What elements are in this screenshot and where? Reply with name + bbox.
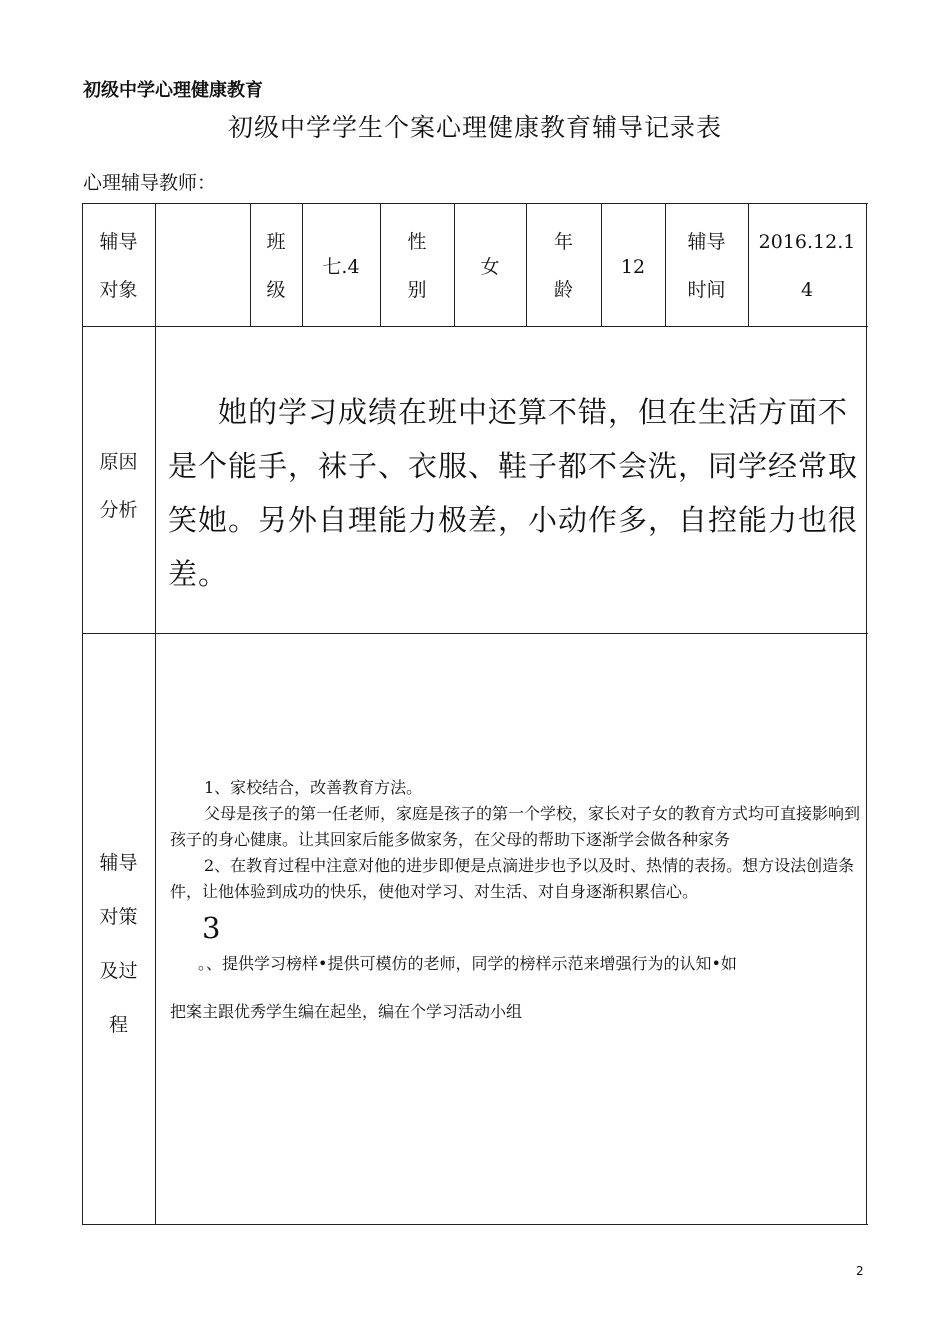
school-heading: 初级中学心理健康教育	[83, 80, 263, 101]
teacher-label: 心理辅导教师：	[83, 172, 217, 194]
reason-label: 原因 分析	[99, 451, 138, 521]
table-border-top	[82, 203, 868, 204]
class-value: 七.4	[322, 256, 360, 278]
process-paragraph: 父母是孩子的第一任老师，家庭是孩子的第一个学校，家长对子女的教育方式均可直接影响到孩子的身心健康。让其回家后能多做家务，在父母的帮助下逐渐学会做各种家务	[170, 804, 861, 849]
process-item-3: 。、提供学习榜样•提供可模仿的老师，同学的榜样示范来增强行为的认知•如	[198, 954, 737, 973]
process-item-1: 1、家校结合，改善教育方法。	[204, 778, 423, 797]
page-title: 初级中学学生个案心理健康教育辅导记录表	[227, 113, 722, 142]
table-row-divider	[82, 326, 868, 327]
reason-analysis-text: 她的学习成绩在班中还算不错，但在生活方面不是个能手，袜子、衣服、鞋子都不会洗，同学经常取笑她。另外自理能力极差，小动作多，自控能力也很差。	[168, 395, 859, 591]
target-label: 辅导 对象	[99, 231, 138, 301]
time-value: 2016.12.1 4	[758, 231, 856, 301]
gender-value: 女	[480, 256, 500, 278]
table-border-right	[866, 203, 867, 1225]
gender-label: 性 别	[407, 231, 427, 301]
time-label: 辅导 时间	[687, 231, 726, 301]
table-border-left	[82, 203, 83, 1225]
page-number: 2	[856, 1264, 864, 1278]
process-paragraph: 把案主跟优秀学生编在起坐，编在个学习活动小组	[170, 1002, 523, 1021]
class-label: 班 级	[266, 231, 286, 301]
table-border-bottom	[82, 1224, 868, 1225]
process-item-2: 2、在教育过程中注意对他的进步即便是点滴进步也予以及时、热情的表扬。想方设法创造条件，让他体验到成功的快乐，使他对学习、对生活、对自身逐渐积累信心。	[170, 856, 855, 901]
age-value: 12	[620, 256, 646, 278]
process-text	[170, 775, 860, 1025]
table-col-divider	[155, 203, 156, 1225]
table-row-divider	[82, 633, 868, 634]
age-label: 年 龄	[553, 231, 573, 301]
process-item-3-number: 3	[202, 911, 221, 945]
process-label: 辅导 对策 及过 程	[99, 852, 138, 1036]
